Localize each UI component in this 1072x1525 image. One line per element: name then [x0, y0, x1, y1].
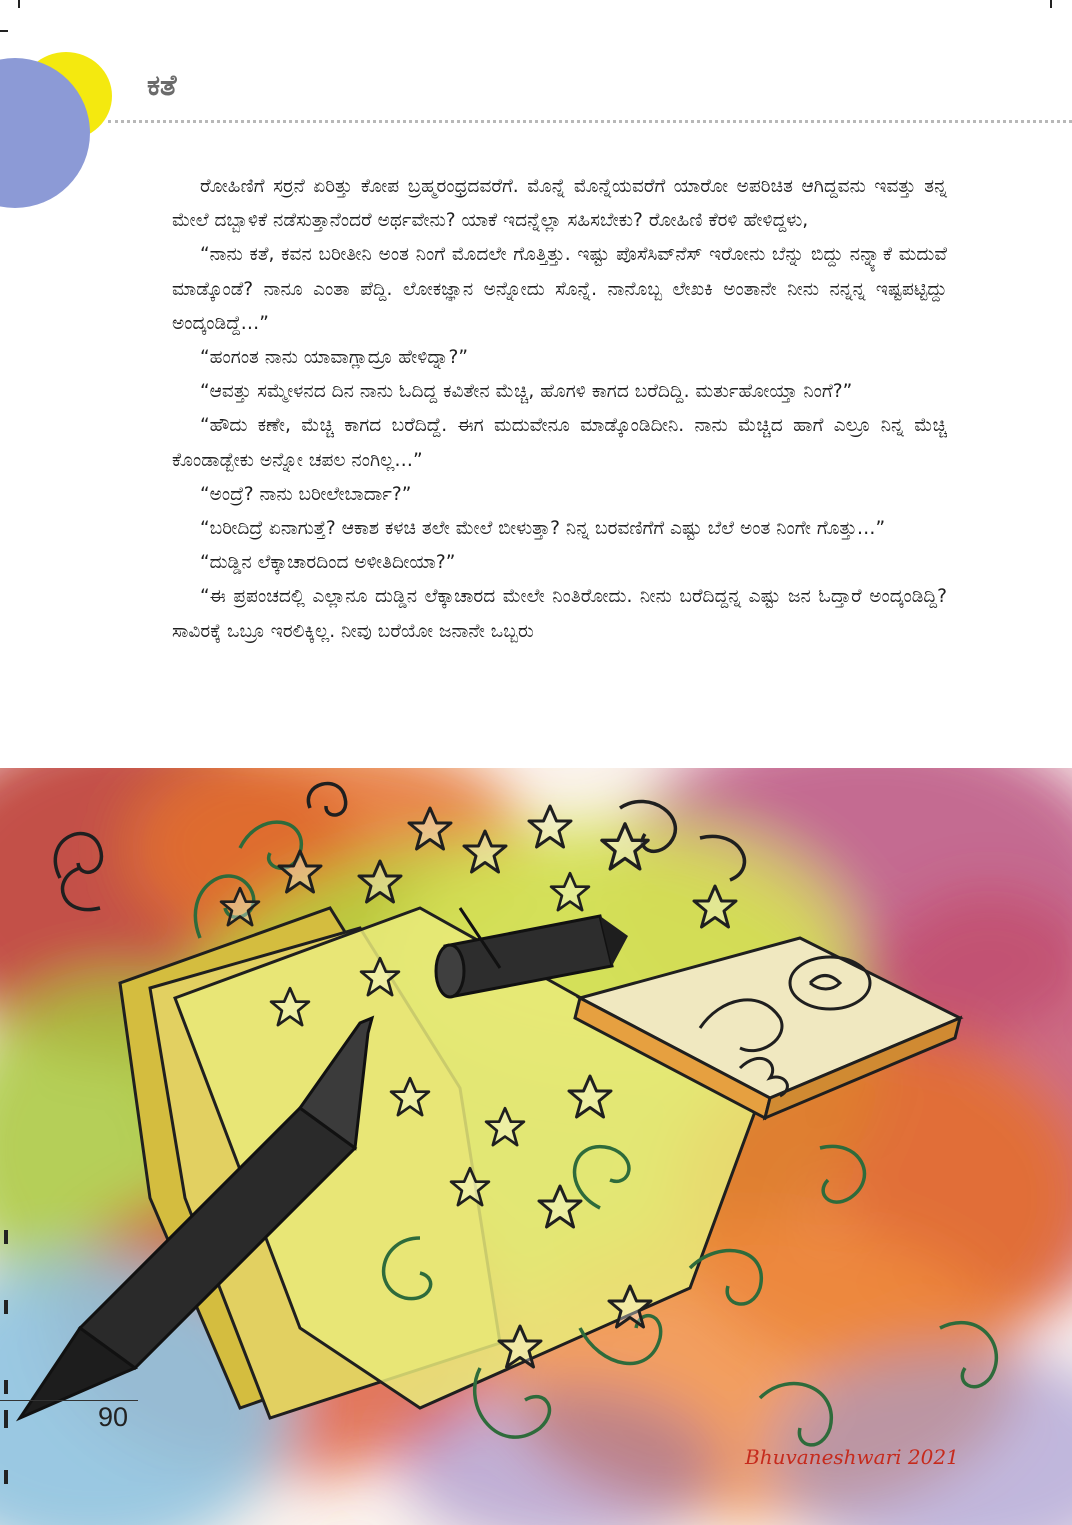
binding-mark: [4, 1300, 8, 1314]
story-paragraph: “ಅಂದ್ರೆ? ನಾನು ಬರೀಲೇಬಾರ್ದಾ?”: [200, 483, 412, 505]
binding-mark: [4, 1410, 8, 1428]
illustration-canvas: [0, 768, 1072, 1525]
story-paragraph: “ದುಡ್ಡಿನ ಲೆಕ್ಕಾಚಾರದಿಂದ ಅಳೀತಿದೀಯಾ?”: [200, 552, 456, 574]
page-number: 90: [98, 1402, 129, 1432]
story-paragraph: “ಈ ಪ್ರಪಂಚದಲ್ಲಿ ಎಲ್ಲಾನೂ ದುಡ್ಡಿನ ಲೆಕ್ಕಾಚಾರದ ಮೇಲೇ ನಿಂತಿರೋದು. ನೀನು ಬರೆದಿದ್ದನ್ನ ಎಷ್ಟು ಜನ ಓದ್ತಾರೆ ಅಂದ್ಕಂಡಿದ್ದಿ? ಸಾವಿರಕ್ಕೆ ಒಬ್ರೂ ಇರಲಿಕ್ಕಿಲ್ಲ. ನೀವು ಬರೆಯೋ ಜನಾನೇ ಒಬ್ಬರು: [172, 586, 947, 642]
story-paragraph: “ಹಂಗಂತ ನಾನು ಯಾವಾಗ್ಲಾದ್ರೂ ಹೇಳಿದ್ನಾ?”: [200, 347, 469, 369]
dotted-divider: [108, 120, 1072, 123]
binding-mark: [4, 1230, 8, 1244]
crop-mark-left: [0, 30, 8, 32]
artist-signature: Bhuvaneshwari 2021: [745, 1445, 959, 1469]
story-illustration: [0, 768, 1072, 1525]
crop-mark-top-left: [18, 0, 20, 8]
story-paragraph: “ನಾನು ಕತೆ, ಕವನ ಬರೀತೀನಿ ಅಂತ ನಿಂಗೆ ಮೊದಲೇ ಗೊತ್ತಿತ್ತು. ಇಷ್ಟು ಪೊಸೆಸಿವ್‌ನೆಸ್ ಇರೋನು ಬೆನ್ನು ಬಿದ್ದು ನನ್ನ್ಯಾಕೆ ಮದುವೆ ಮಾಡ್ಕೊಂಡೆ? ನಾನೂ ಎಂತಾ ಪೆದ್ದಿ. ಲೋಕಜ್ಞಾನ ಅನ್ನೋದು ಸೊನ್ನೆ. ನಾನೊಬ್ಬ ಲೇಖಕಿ ಅಂತಾನೇ ನೀನು ನನ್ನನ್ನ ಇಷ್ಟಪಟ್ಟಿದ್ದು ಅಂದ್ಕಂಡಿದ್ದೆ…”: [172, 244, 947, 334]
binding-mark: [4, 1380, 8, 1394]
story-paragraph: “ಹೌದು ಕಣೇ, ಮೆಚ್ಚಿ ಕಾಗದ ಬರೆದಿದ್ದೆ. ಈಗ ಮದುವೇನೂ ಮಾಡ್ಕೊಂಡಿದೀನಿ. ನಾನು ಮೆಚ್ಚಿದ ಹಾಗೆ ಎಲ್ರೂ ನಿನ್ನ ಮೆಚ್ಚಿ ಕೊಂಡಾಡ್ಬೇಕು ಅನ್ನೋ ಚಪಲ ನಂಗಿಲ್ಲ…”: [172, 415, 947, 471]
binding-mark: [4, 1470, 8, 1484]
page-number-rule: [0, 1400, 138, 1401]
section-label: ಕತೆ: [147, 68, 177, 102]
crop-mark-top-right: [1050, 0, 1052, 8]
story-paragraph: “ಬರೀದಿದ್ರೆ ಏನಾಗುತ್ತೆ? ಆಕಾಶ ಕಳಚಿ ತಲೇ ಮೇಲೆ ಬೀಳುತ್ತಾ? ನಿನ್ನ ಬರವಣಿಗೆಗೆ ಎಷ್ಟು ಬೆಲೆ ಅಂತ ನಿಂಗೇ ಗೊತ್ತು…”: [200, 518, 886, 540]
story-paragraph: “ಆವತ್ತು ಸಮ್ಮೇಳನದ ದಿನ ನಾನು ಓದಿದ್ದ ಕವಿತೇನ ಮೆಚ್ಚಿ, ಹೊಗಳಿ ಕಾಗದ ಬರೆದಿದ್ದಿ. ಮರ್ತುಹೋಯ್ತಾ ನಿಂಗೆ?”: [200, 381, 853, 403]
story-paragraph: ರೋಹಿಣಿಗೆ ಸರ್ರನೆ ಏರಿತ್ತು ಕೋಪ ಬ್ರಹ್ಮರಂಧ್ರದವರೆಗೆ. ಮೊನ್ನೆ ಮೊನ್ನೆಯವರೆಗೆ ಯಾರೋ ಅಪರಿಚಿತ ಆಗಿದ್ದವನು ಇವತ್ತು ತನ್ನ ಮೇಲೆ ದಬ್ಬಾಳಿಕೆ ನಡೆಸುತ್ತಾನೆಂದರೆ ಅರ್ಥವೇನು? ಯಾಕೆ ಇದನ್ನೆಲ್ಲಾ ಸಹಿಸಬೇಕು? ರೋಹಿಣಿ ಕೆರಳಿ ಹೇಳಿದ್ದಳು,: [172, 176, 947, 232]
story-text: [172, 170, 947, 649]
